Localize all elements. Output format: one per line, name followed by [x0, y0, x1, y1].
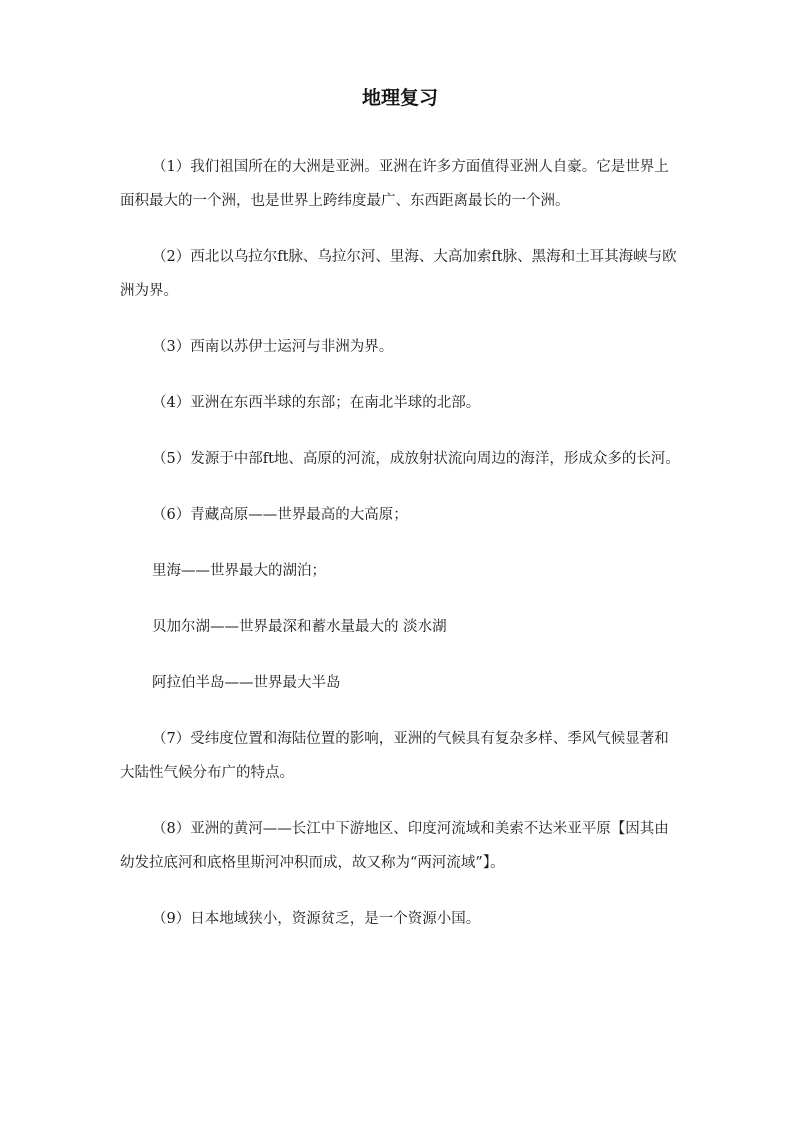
paragraph-6-item-caspian: 里海——世界最大的湖泊；	[152, 563, 326, 579]
paragraph-8: （8）亚洲的黄河——长江中下游地区、印度河流域和美索不达米亚平原【因其由幼发拉底河和底格里斯河冲积而成，故又称为“两河流域”】。	[120, 821, 669, 871]
paragraph-4: （4）亚洲在东西半球的东部；在南北半球的北部。	[152, 395, 481, 411]
paragraph-5: （5）发源于中部ft地、高原的河流，成放射状流向周边的海洋，形成众多的长河。	[152, 451, 680, 467]
paragraph-6: （6）青藏高原——世界最高的大高原；	[152, 507, 408, 523]
paragraph-2: （2）西北以乌拉尔ft脉、乌拉尔河、里海、大高加索ft脉、黑海和土耳其海峡与欧洲为界。	[120, 249, 677, 299]
paragraph-9: （9）日本地域狭小，资源贫乏，是一个资源小国。	[152, 911, 481, 927]
paragraph-3: （3）西南以苏伊士运河与非洲为界。	[152, 339, 394, 355]
paragraph-7: （7）受纬度位置和海陆位置的影响，亚洲的气候具有复杂多样、季风气候显著和大陆性气候分布广的特点。	[120, 731, 669, 781]
paragraph-6-item-arabia: 阿拉伯半岛——世界最大半岛	[152, 675, 341, 691]
paragraph-6-item-baikal: 贝加尔湖——世界最深和蓄水量最大的 淡水湖	[152, 619, 447, 635]
document-title: 地理复习	[361, 87, 438, 109]
paragraph-1: （1）我们祖国所在的大洲是亚洲。亚洲在许多方面值得亚洲人自豪。它是世界上面积最大的一个洲，也是世界上跨纬度最广、东西距离最长的一个洲。	[120, 159, 669, 209]
